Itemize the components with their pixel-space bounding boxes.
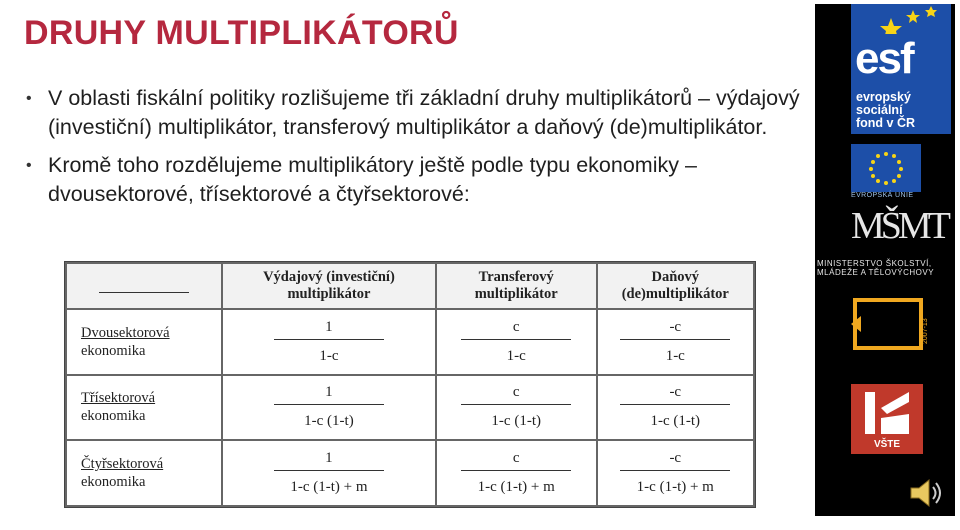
formula-cell: $\frac{-c}{1-c (1-t) + m}$ bbox=[597, 440, 754, 506]
multiplier-table bbox=[65, 262, 755, 507]
vste-emblem-icon bbox=[851, 384, 923, 440]
msmt-logo: MŠMT bbox=[851, 205, 947, 247]
page-title: DRUHY MULTIPLIKÁTORŮ bbox=[24, 14, 459, 52]
header-transfer: Transferový multiplikátor bbox=[436, 263, 597, 309]
bullet-item bbox=[24, 84, 804, 142]
header-tax: Daňový (de)multiplikátor bbox=[597, 263, 754, 309]
esf-logo bbox=[851, 4, 951, 134]
bullet-text: Kromě toho rozdělujeme multiplikátory ještě podle typu ekonomiky – dvousektorové, třísektorové a čtyřsektorové: bbox=[48, 153, 697, 206]
row-label: Třísektorová ekonomika bbox=[66, 375, 222, 441]
bullet-dot: • bbox=[26, 90, 32, 107]
row-label: Dvousektorová ekonomika bbox=[66, 309, 222, 375]
formula-cell: $\frac{1}{1-c (1-t)}$ bbox=[222, 375, 436, 441]
eu-label: EVROPSKÁ UNIE bbox=[851, 192, 914, 199]
formula-cell: $\frac{-c}{1-c (1-t)}$ bbox=[597, 375, 754, 441]
table-header-row bbox=[66, 263, 754, 309]
vste-logo: VŠTE bbox=[851, 384, 923, 454]
table-row bbox=[66, 375, 754, 441]
bullet-list bbox=[24, 84, 804, 218]
multiplier-table-image bbox=[64, 261, 756, 508]
row-label: Čtyřsektorová ekonomika bbox=[66, 440, 222, 506]
logo-sidebar bbox=[815, 4, 955, 516]
formula-cell: $\frac{c}{1-c (1-t) + m}$ bbox=[436, 440, 597, 506]
bullet-item bbox=[24, 151, 804, 209]
formula-cell: $\frac{-c}{1-c}$ bbox=[597, 309, 754, 375]
corner-cell bbox=[66, 263, 222, 309]
esf-subtitle: evropský sociální fond v ČR bbox=[856, 90, 916, 130]
svg-text:2007-13: 2007-13 bbox=[922, 318, 929, 344]
msmt-text: MINISTERSTVO ŠKOLSTVÍ, MLÁDEŽE A TĚLOVÝCHOVY bbox=[817, 259, 935, 277]
formula-cell: $\frac{c}{1-c}$ bbox=[436, 309, 597, 375]
eu-flag-icon bbox=[851, 144, 921, 192]
bullet-text: V oblasti fiskální politiky rozlišujeme tři základní druhy multiplikátorů – výdajový (investiční) multiplikátor, transferový multiplikátor a daňový (de)multiplikátor. bbox=[48, 86, 800, 139]
formula-cell: $\frac{c}{1-c (1-t)}$ bbox=[436, 375, 597, 441]
table-row bbox=[66, 440, 754, 506]
formula-cell: $\frac{1}{1-c (1-t) + m}$ bbox=[222, 440, 436, 506]
esf-word: esf bbox=[855, 34, 913, 83]
formula-cell: $\frac{1}{1-c}$ bbox=[222, 309, 436, 375]
speaker-icon[interactable] bbox=[909, 478, 943, 508]
table-row bbox=[66, 309, 754, 375]
stars-icon bbox=[851, 4, 951, 34]
op-vk-logo-icon bbox=[851, 294, 941, 358]
header-expenditure: Výdajový (investiční) multiplikátor bbox=[222, 263, 436, 309]
bullet-dot: • bbox=[26, 157, 32, 174]
